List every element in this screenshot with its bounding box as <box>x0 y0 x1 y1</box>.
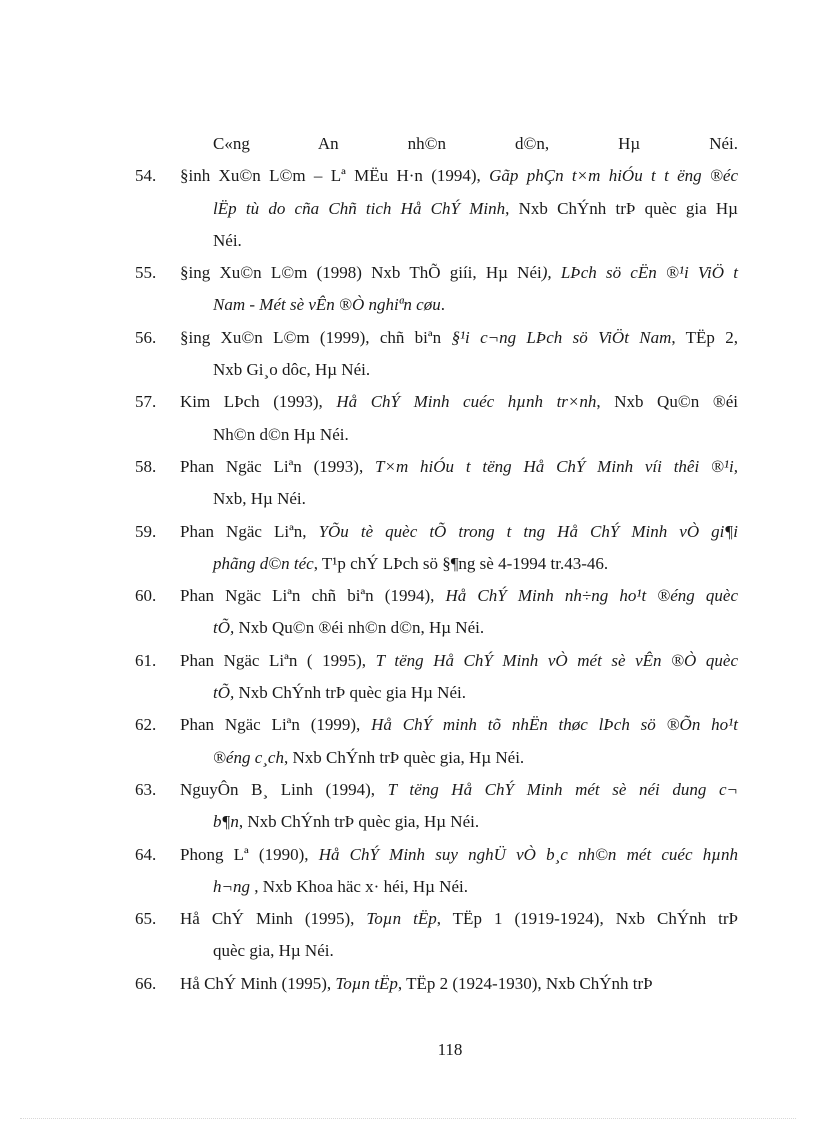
reference-entry <box>0 160 816 257</box>
reference-text: , TËp 1 (1919-1924), Nxb ChÝnh trÞ <box>436 909 738 929</box>
reference-title-text: Gãp phÇn t×m hiÓu t t ëng ®éc <box>489 166 738 186</box>
reference-line <box>180 806 738 838</box>
reference-list <box>0 128 816 1000</box>
reference-title-text: h¬ng <box>213 876 250 896</box>
reference-text: , TËp 2 (1924-1930), Nxb ChÝnh trÞ <box>397 973 653 993</box>
reference-line <box>180 193 738 225</box>
reference-line <box>180 289 738 321</box>
reference-title-text: §¹i c¬ng LÞch sö ViÖt Nam <box>451 327 672 347</box>
reference-entry <box>0 386 816 451</box>
reference-line <box>213 128 738 160</box>
reference-line <box>180 516 738 548</box>
reference-text: Phan Ngäc Liªn chñ biªn (1994), <box>180 586 446 606</box>
reference-text: ª <box>341 166 346 186</box>
reference-number: 61. <box>135 650 157 670</box>
reference-entry <box>0 709 816 774</box>
reference-number: 56. <box>135 327 157 347</box>
reference-entry <box>0 580 816 645</box>
reference-title-text: Hå ChÝ Minh nh÷ng ho¹t ®éng quèc <box>445 586 738 606</box>
reference-title-text: Hå ChÝ Minh cuéc hµnh tr×nh <box>336 392 597 412</box>
reference-title-text: Toµn tËp <box>335 973 398 993</box>
reference-text: Nxb ChÝnh trÞ quèc gia Hµ Néi. <box>234 683 466 703</box>
reference-text: , TËp 2, <box>671 327 738 347</box>
reference-entry <box>0 774 816 839</box>
reference-text: Kim LÞch (1993), <box>180 392 337 412</box>
reference-entry <box>0 257 816 322</box>
reference-title-text: tÕ, <box>213 618 235 638</box>
reference-text: , Nxb ChÝnh trÞ quèc gia Hµ <box>505 198 738 218</box>
reference-number: 57. <box>135 392 157 412</box>
reference-text: Phan Ngäc Liªn, <box>180 521 319 541</box>
reference-entry <box>0 903 816 968</box>
reference-text: , Nxb ChÝnh trÞ quèc gia, Hµ Néi. <box>238 812 480 832</box>
reference-text: §ing Xu©n L©m (1999), chñ biªn <box>180 327 452 347</box>
reference-entry <box>0 451 816 516</box>
reference-text: Phan Ngäc Liªn ( 1995), <box>180 650 376 670</box>
reference-entry <box>0 645 816 710</box>
reference-line <box>180 322 738 354</box>
reference-line <box>180 839 738 871</box>
reference-title-text: phãng d©n téc <box>213 553 314 573</box>
reference-text: Phan Ngäc Liªn (1993), <box>180 456 376 476</box>
reference-number: 55. <box>135 263 157 283</box>
reference-line <box>180 160 738 192</box>
reference-title-text: YÕu tè quèc tÕ trong t tng Hå ChÝ Minh vÒ gi¶i <box>318 521 739 541</box>
reference-line <box>180 612 738 644</box>
reference-title-text: ®éng c¸ch <box>213 747 284 767</box>
reference-text: , T¹p chÝ LÞch sö §¶ng sè 4-1994 tr.43-46. <box>313 553 609 573</box>
reference-title-text: T×m hiÓu t tëng Hå ChÝ Minh víi thêi ®¹i, <box>375 456 738 476</box>
reference-number: 64. <box>135 844 157 864</box>
reference-title-text: T tëng Hå ChÝ Minh mét sè néi dung c¬ <box>387 779 738 799</box>
reference-entry <box>0 128 816 160</box>
reference-text: Phan Ngäc Liªn (1999), <box>180 715 372 735</box>
reference-entry <box>0 322 816 387</box>
reference-line <box>180 968 738 1000</box>
reference-line <box>180 677 738 709</box>
reference-number: 59. <box>135 521 157 541</box>
reference-text: Nxb Gi¸o dôc, Hµ Néi. <box>213 360 371 380</box>
reference-title-text: b¶n <box>213 812 239 832</box>
reference-text: Hå ChÝ Minh (1995), <box>180 973 336 993</box>
reference-title-text: tÕ, <box>213 683 235 703</box>
reference-text: MËu H·n (1994), <box>345 166 490 186</box>
footer-divider <box>20 1118 796 1119</box>
reference-text: Néi. <box>213 230 242 250</box>
reference-text: quèc gia, Hµ Néi. <box>213 941 334 961</box>
reference-text: , Nxb ChÝnh trÞ quèc gia, Hµ Néi. <box>283 747 525 767</box>
reference-line <box>180 483 738 515</box>
reference-text: Nxb Qu©n ®éi nh©n d©n, Hµ Néi. <box>234 618 485 638</box>
reference-text: §ing Xu©n L©m (1998) Nxb ThÕ giíi, Hµ Néi <box>180 263 542 283</box>
reference-title-text: ), LÞch sö cËn ®¹i ViÖ t <box>541 263 738 283</box>
reference-title-text: Toµn tËp <box>366 909 437 929</box>
reference-line <box>180 935 738 967</box>
reference-line <box>180 903 738 935</box>
reference-text: Nxb, Hµ Néi. <box>213 489 306 509</box>
reference-line <box>180 580 738 612</box>
reference-text: , Nxb Qu©n ®éi <box>596 392 739 412</box>
reference-entry <box>0 516 816 581</box>
reference-number: 58. <box>135 456 157 476</box>
reference-text: NguyÔn B¸ Linh (1994), <box>180 779 388 799</box>
reference-entry <box>0 839 816 904</box>
reference-line <box>180 774 738 806</box>
reference-text: . <box>440 295 445 315</box>
reference-line <box>180 257 738 289</box>
reference-line <box>180 871 738 903</box>
reference-line <box>180 709 738 741</box>
reference-line <box>180 451 738 483</box>
reference-number: 54. <box>135 166 157 186</box>
reference-title-text: Nam - Mét sè vÊn ®Ò nghiªn cøu <box>213 295 441 315</box>
reference-line <box>180 386 738 418</box>
reference-text: , Nxb Khoa häc x· héi, Hµ Néi. <box>249 876 468 896</box>
reference-title-text: Hå ChÝ minh tõ nhËn thøc lÞch sö ®Õn ho¹t <box>371 715 738 735</box>
reference-number: 63. <box>135 779 157 799</box>
reference-line <box>180 742 738 774</box>
reference-text: Nh©n d©n Hµ Néi. <box>213 424 349 444</box>
reference-text: Hå ChÝ Minh (1995), <box>180 909 367 929</box>
reference-number: 60. <box>135 586 157 606</box>
reference-text: Phong Lª (1990), <box>180 844 319 864</box>
reference-line <box>180 354 738 386</box>
page-number: 118 <box>437 1040 463 1059</box>
reference-title-text: lËp tù do cña Chñ tich Hå ChÝ Minh <box>213 198 506 218</box>
reference-line <box>180 645 738 677</box>
reference-text: C«ng An nh©n d©n, Hµ Néi. <box>213 134 738 153</box>
reference-line <box>180 548 738 580</box>
reference-number: 65. <box>135 909 157 929</box>
reference-title-text: Hå ChÝ Minh suy nghÜ vÒ b¸c nh©n mét cuéc hµnh <box>318 844 738 864</box>
reference-line <box>180 419 738 451</box>
reference-number: 66. <box>135 973 157 993</box>
reference-text: §inh Xu©n L©m – L <box>180 166 342 186</box>
reference-number: 62. <box>135 715 157 735</box>
reference-line <box>180 225 738 257</box>
reference-title-text: T tëng Hå ChÝ Minh vÒ mét sè vÊn ®Ò quèc <box>375 650 738 670</box>
reference-entry <box>0 968 816 1000</box>
